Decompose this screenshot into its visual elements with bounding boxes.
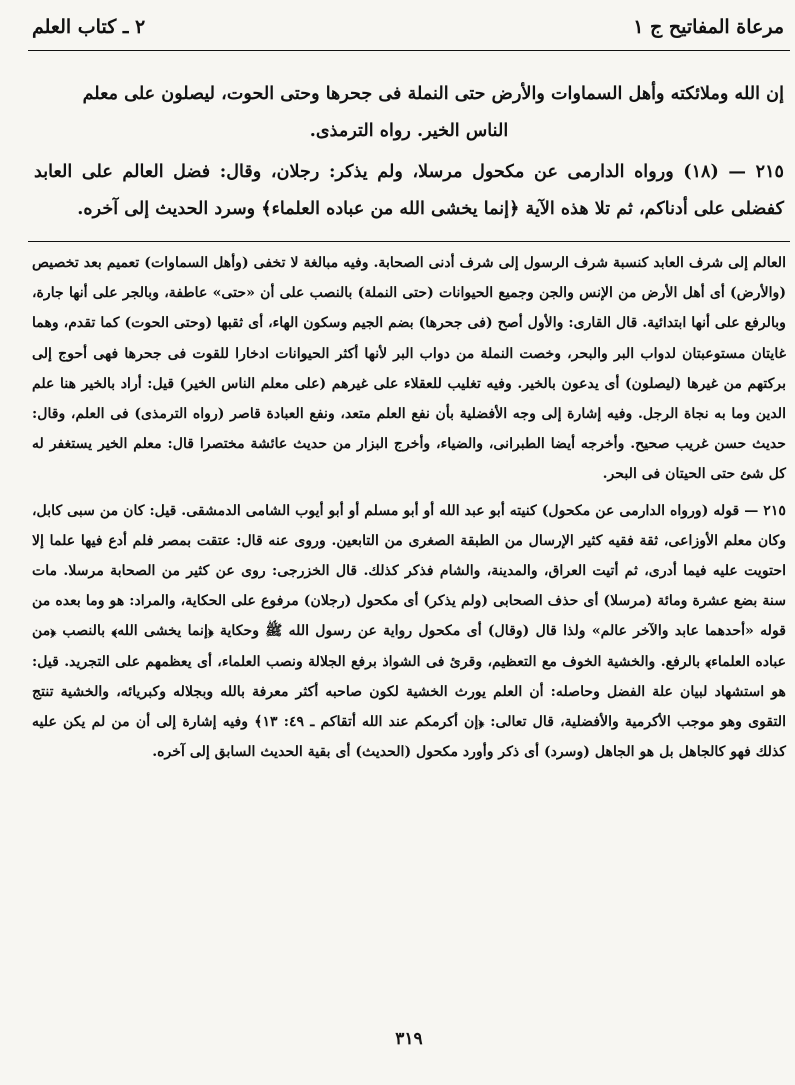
book-title: مرعاة المفاتيح ج ١ xyxy=(633,16,784,38)
hadith-line-2: الناس الخير. رواه الترمذى. xyxy=(309,120,509,141)
hadith-paragraph-1 xyxy=(34,75,784,149)
hadith-text xyxy=(28,75,790,227)
commentary-section xyxy=(28,248,790,767)
chapter-title: ٢ ـ كتاب العلم xyxy=(32,16,146,38)
book-page xyxy=(28,10,790,1075)
section-divider xyxy=(28,241,790,242)
commentary-paragraph-2: ٢١٥ — قوله (ورواه الدارمى عن مكحول) كنيته أبو عبد الله أو أبو مسلم أو أبو أيوب الشامى الدمشقى. قيل: كان من سبى كابل، وكان معلم الأوزاعى، ثقة فقيه كثير الإرسال من الطبقة الصغرى من التابعين. وروى عنه قال: عتقت بمصر فلم أدع فيها علما إلا احتويت عليه فيما أدرى، ثم أتيت العراق، والمدينة، والشام فذكر كذلك. قال الخزرجى: روى عن كثير من الصحابة مرسلا. مات سنة بضع عشرة ومائة (مرسلا) أى حذف الصحابى (ولم يذكر) أى مكحول (رجلان) مرفوع على الحكاية، والمراد: هو وما بعده من قوله «أحدهما عابد والآخر عالم» ولذا قال (وقال) أى مكحول رواية عن رسول الله ﷺ وحكاية ﴿إنما يخشى الله﴾ بالنصب ﴿من عباده العلماء﴾ بالرفع. والخشية الخوف مع التعظيم، وقرئ فى الشواذ برفع الجلالة ونصب العلماء، أى يعظمهم على التجريد. قيل: هو استشهاد لبيان علة الفضل وحاصله: أن العلم يورث الخشية لكون صاحبه أكثر معرفة بالله وبجلاله وكبريائه، والخشية تنتج التقوى وهو موجب الأكرمية والأفضلية، قال تعالى: ﴿إن أكرمكم عند الله أتقاكم ـ ٤٩: ١٣﴾ وفيه إشارة إلى أن من لم يكن عليه كذلك فهو كالجاهل بل هو الجاهل (وسرد) أى ذكر وأورد مكحول (الحديث) أى بقية الحديث السابق إلى آخره. xyxy=(32,502,787,761)
hadith-paragraph-2: ٢١٥ — (١٨) ورواه الدارمى عن مكحول مرسلا، ولم يذكر: رجلان، وقال: فضل العالم على العابد كفضلى على أدناكم، ثم تلا هذه الآية ﴿إنما يخشى الله من عباده العلماء﴾ وسرد الحديث إلى آخره. xyxy=(34,161,784,219)
hadith-line-1: إن الله وملائكته وأهل السماوات والأرض حتى النملة فى جحرها وحتى الحوت، ليصلون على معلم xyxy=(82,83,784,104)
commentary-paragraph-1: العالم إلى شرف العابد كنسبة شرف الرسول إلى شرف أدنى الصحابة. وفيه مبالغة لا تخفى (وأهل السماوات) تعميم بعد تخصيص (والأرض) أى أهل الأرض من الإنس والجن وجميع الحيوانات (حتى النملة) بالنصب على أن «حتى» عاطفة، وبالجر على أنها جارة، وبالرفع على أنها ابتدائية. قال القارى: والأول أصح (فى جحرها) بضم الجيم وسكون الهاء، أى ثقبها (وحتى الحوت) كما تقدم، وهما غايتان مستوعبتان لدواب البر والبحر، وخصت النملة من دواب البر لأنها أكثر الحيوانات ادخارا للقوت فى جحرها فهى أحوج إلى بركتهم من غيرها (ليصلون) أى يدعون بالخير. وفيه تغليب للعقلاء على غيرهم (على معلم الناس الخير) قيل: أراد بالخير هنا علم الدين وما به نجاة الرجل. وفيه إشارة إلى وجه الأفضلية بأن نفع العلم متعد، ونفع العبادة قاصر (رواه الترمذى) فى العلم، وقال: حديث حسن غريب صحيح. وأخرجه أيضا الطبرانى، والضياء، وأخرج البزار من حديث عائشة مختصرا قال: معلم الخير يستغفر له كل شئ حتى الحيتان فى البحر. xyxy=(32,255,786,483)
page-header xyxy=(28,10,790,51)
page-number: ٣١٩ xyxy=(395,1029,423,1049)
